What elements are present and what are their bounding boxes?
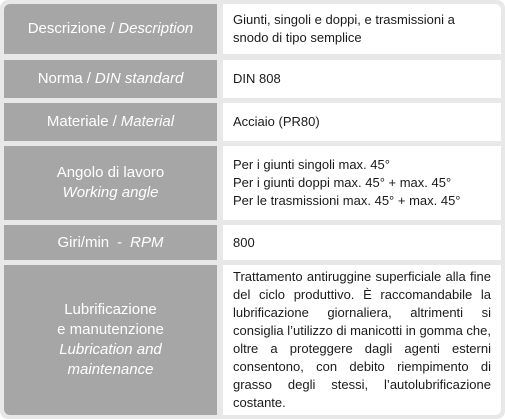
label-working-angle-it: Angolo di lavoro <box>56 164 165 181</box>
value-description: Giunti, singoli e doppi, e trasmissioni a snodo di tipo semplice <box>223 4 501 54</box>
label-separator: / <box>112 113 117 130</box>
value-rpm: 800 <box>223 225 501 260</box>
working-angle-line: Per i giunti doppi max. 45° + max. 45° <box>233 175 452 190</box>
value-lubrication: Trattamento antiruggine superficiale alla fine del ciclo produttivo. È raccomandabile la lubrificazione giornaliera, altrimenti si consiglia l’utilizzo di manicotti in gomma che, oltre a proteggere dagli agenti esterni consentono, con debito riempimento di grasso degli stessi, l’autolubrificazione costante. <box>223 265 501 415</box>
label-lubrication-it-1: Lubrificazione <box>64 301 157 318</box>
label-separator: / <box>110 20 115 37</box>
label-lubrication-it-2: e manutenzione <box>57 321 164 338</box>
label-material-en: Material <box>120 113 175 130</box>
label-lubrication-en-1: Lubrication and <box>59 341 162 358</box>
label-working-angle-en: Working angle <box>62 184 159 201</box>
label-description-en: Description <box>118 20 194 37</box>
value-material: Acciaio (PR80) <box>223 103 501 141</box>
label-material-it: Materiale <box>46 113 109 130</box>
label-separator: - <box>117 233 123 251</box>
label-lubrication-en-2: maintenance <box>67 361 154 378</box>
label-separator: / <box>86 70 91 87</box>
working-angle-line: Per le trasmissioni max. 45° + max. 45° <box>233 193 461 208</box>
value-din-standard: DIN 808 <box>223 60 501 98</box>
label-din-standard-en: DIN standard <box>94 70 184 87</box>
label-description <box>4 4 217 54</box>
working-angle-line: Per i giunti singoli max. 45° <box>233 157 390 172</box>
label-lubrication <box>4 265 217 415</box>
label-rpm-it: Giri/min <box>57 233 110 251</box>
label-rpm-en: RPM <box>130 233 164 251</box>
label-working-angle <box>4 146 217 220</box>
label-material <box>4 103 217 141</box>
label-rpm <box>4 225 217 260</box>
label-din-standard-it: Norma <box>37 70 83 87</box>
label-description-it: Descrizione <box>27 20 107 37</box>
label-din-standard <box>4 60 217 98</box>
value-working-angle <box>223 146 501 220</box>
